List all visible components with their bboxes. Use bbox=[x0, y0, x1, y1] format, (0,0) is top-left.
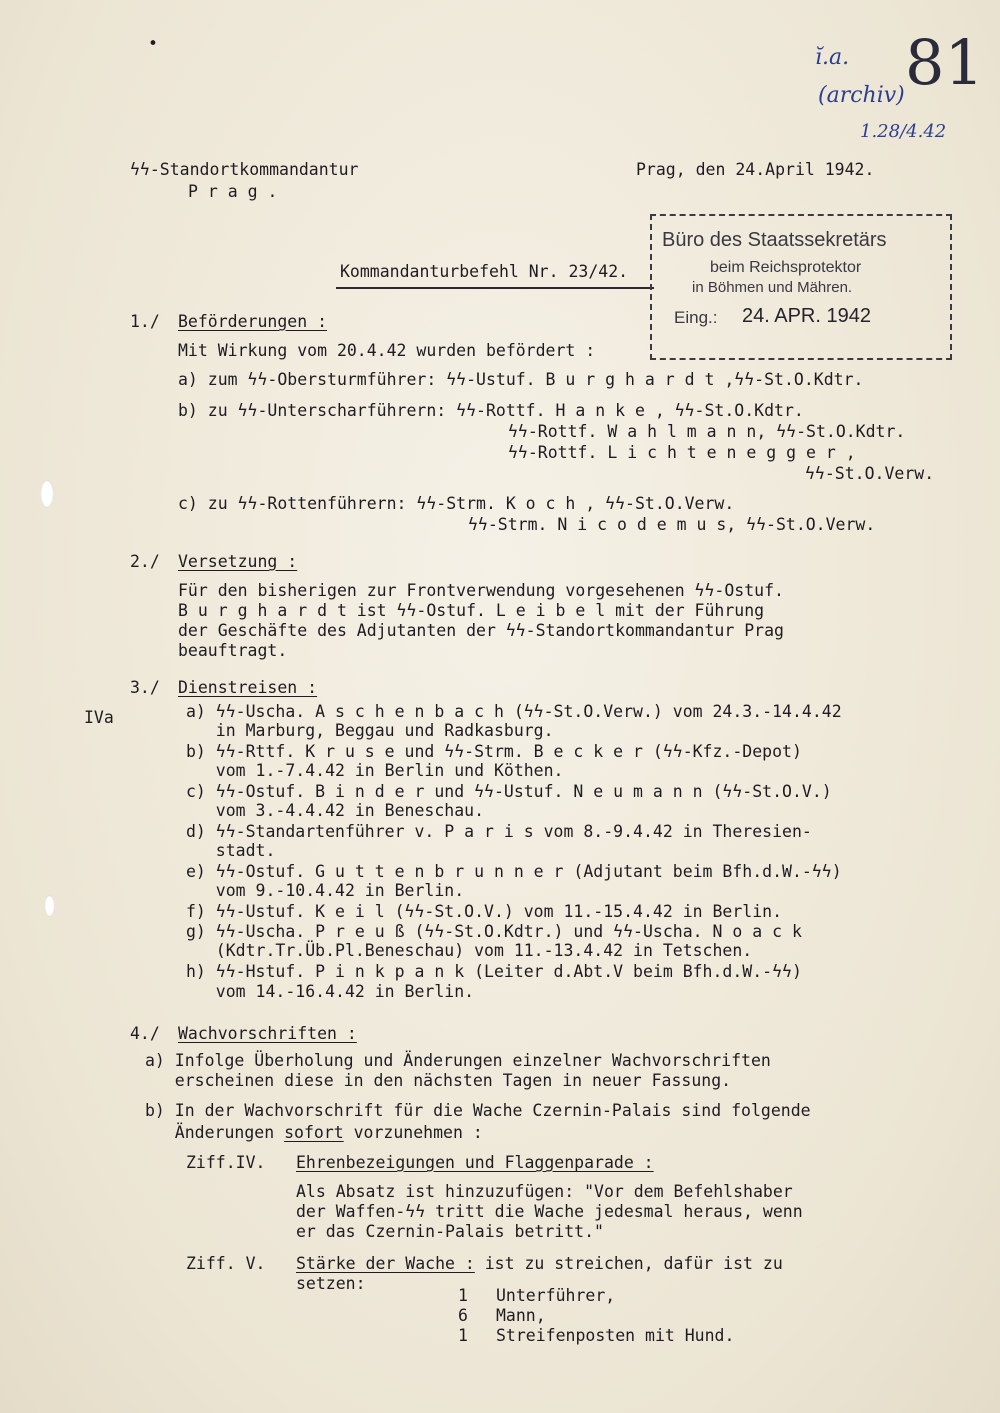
section-1-b-3: ϟϟ-Rottf. L i c h t e n e g g e r , bbox=[508, 443, 856, 462]
section-1-b-4: ϟϟ-St.O.Verw. bbox=[805, 464, 935, 483]
section-1-b-1: b) zu ϟϟ-Unterscharführern: ϟϟ-Rottf. H a n k e , ϟϟ-St.O.Kdtr. bbox=[178, 401, 804, 420]
ziff-5-rest: ist zu streichen, dafür ist zu bbox=[474, 1254, 783, 1273]
punch-hole-top bbox=[40, 480, 54, 508]
section-2-number: 2./ bbox=[130, 552, 160, 571]
section-1-b-2: ϟϟ-Rottf. W a h l m a n n, ϟϟ-St.O.Kdtr. bbox=[508, 422, 906, 441]
section-4-a-2: erscheinen diese in den nächsten Tagen in neuer Fassung. bbox=[145, 1071, 732, 1090]
section-1-a: a) zum ϟϟ-Obersturmführer: ϟϟ-Ustuf. B u r g h a r d t ,ϟϟ-St.O.Kdtr. bbox=[178, 370, 864, 389]
ziff-5-item: Unterführer, bbox=[496, 1286, 616, 1305]
section-3-heading: Dienstreisen : bbox=[178, 678, 318, 697]
section-1-number: 1./ bbox=[130, 312, 160, 331]
section-2-line-3: der Geschäfte des Adjutanten der ϟϟ-Standortkommandantur Prag bbox=[178, 621, 784, 640]
ziff-5-count: 1 bbox=[458, 1286, 468, 1305]
title-underline bbox=[336, 287, 654, 289]
trip-line: in Marburg, Beggau und Radkasburg. bbox=[186, 721, 554, 740]
trip-line: d) ϟϟ-Standartenführer v. P a r i s vom 8.-9.4.42 in Theresien- bbox=[186, 822, 812, 841]
trip-line: vom 3.-4.4.42 in Beneschau. bbox=[186, 801, 485, 820]
ziff-5-item: Mann, bbox=[496, 1306, 546, 1325]
received-stamp bbox=[650, 214, 952, 360]
section-2-heading: Versetzung : bbox=[178, 552, 298, 571]
trip-line: f) ϟϟ-Ustuf. K e i l (ϟϟ-St.O.V.) vom 11.-15.4.42 in Berlin. bbox=[186, 902, 783, 921]
side-note-iva: IVa bbox=[84, 708, 114, 727]
ziff-4-line-3: er das Czernin-Palais betritt." bbox=[296, 1222, 604, 1241]
section-4-heading: Wachvorschriften : bbox=[178, 1024, 357, 1043]
section-4-a-1: a) Infolge Überholung und Änderungen einzelner Wachvorschriften bbox=[145, 1051, 771, 1070]
trip-line: g) ϟϟ-Uscha. P r e u ß (ϟϟ-St.O.Kdtr.) und ϟϟ-Uscha. N o a c k bbox=[186, 922, 802, 941]
trip-line: stadt. bbox=[186, 841, 276, 860]
section-2-line-4: beauftragt. bbox=[178, 641, 288, 660]
section-4-b-1: b) In der Wachvorschrift für die Wache Czernin-Palais sind folgende bbox=[145, 1101, 811, 1120]
section-2-line-1: Für den bisherigen zur Frontverwendung vorgesehenen ϟϟ-Ostuf. bbox=[178, 581, 784, 600]
handwritten-note-1: ĭ.a. bbox=[815, 45, 850, 70]
document-title: Kommandanturbefehl Nr. 23/42. bbox=[340, 262, 629, 281]
ziff-4-line-2: der Waffen-ϟϟ tritt die Wache jedesmal heraus, wenn bbox=[296, 1202, 803, 1221]
section-1-heading: Beförderungen : bbox=[178, 312, 328, 331]
stamp-line-1: Büro des Staatssekretärs bbox=[662, 229, 887, 251]
section-3-number: 3./ bbox=[130, 678, 160, 697]
ziff-5-heading: Stärke der Wache : bbox=[296, 1254, 475, 1273]
ziff-4-line-1: Als Absatz ist hinzuzufügen: "Vor dem Befehlshaber bbox=[296, 1182, 793, 1201]
ziff-5-item: Streifenposten mit Hund. bbox=[496, 1326, 735, 1345]
trip-line: h) ϟϟ-Hstuf. P i n k p a n k (Leiter d.Abt.V beim Bfh.d.W.-ϟϟ) bbox=[186, 962, 802, 981]
office-city: P r a g . bbox=[188, 182, 278, 201]
ziff-4-heading: Ehrenbezeigungen und Flaggenparade : bbox=[296, 1153, 654, 1172]
section-4-b-2-post: vorzunehmen : bbox=[343, 1123, 483, 1142]
trip-line: (Kdtr.Tr.Üb.Pl.Beneschau) vom 11.-13.4.42 in Tetschen. bbox=[186, 941, 753, 960]
stamp-date: 24. APR. 1942 bbox=[742, 305, 871, 327]
section-1-c-2: ϟϟ-Strm. N i c o d e m u s, ϟϟ-St.O.Verw. bbox=[468, 515, 876, 534]
ziff-5-label: Ziff. V. bbox=[186, 1254, 266, 1273]
section-4-number: 4./ bbox=[130, 1024, 160, 1043]
trip-line: e) ϟϟ-Ostuf. G u t t e n b r u n n e r (Adjutant beim Bfh.d.W.-ϟϟ) bbox=[186, 862, 842, 881]
trip-line: vom 1.-7.4.42 in Berlin und Köthen. bbox=[186, 761, 564, 780]
handwritten-note-2: (archiv) bbox=[818, 83, 905, 108]
trip-line: vom 14.-16.4.42 in Berlin. bbox=[186, 982, 475, 1001]
trip-line: a) ϟϟ-Uscha. A s c h e n b a c h (ϟϟ-St.O.Verw.) vom 24.3.-14.4.42 bbox=[186, 702, 842, 721]
ziff-5-count: 6 bbox=[458, 1306, 468, 1325]
section-2-line-2: B u r g h a r d t ist ϟϟ-Ostuf. L e i b e l mit der Führung bbox=[178, 601, 765, 620]
stamp-label: Eing.: bbox=[674, 308, 718, 327]
section-1-intro: Mit Wirkung vom 20.4.42 wurden befördert : bbox=[178, 341, 596, 360]
handwritten-page-number: 81 bbox=[905, 26, 984, 99]
stamp-line-3: in Böhmen und Mähren. bbox=[692, 279, 853, 296]
section-1-c-1: c) zu ϟϟ-Rottenführern: ϟϟ-Strm. K o c h , ϟϟ-St.O.Verw. bbox=[178, 494, 735, 513]
trip-line: b) ϟϟ-Rttf. K r u s e und ϟϟ-Strm. B e c k e r (ϟϟ-Kfz.-Depot) bbox=[186, 742, 802, 761]
section-4-b-2-emphasis: sofort bbox=[284, 1123, 344, 1142]
handwritten-note-3: 1.28/4.42 bbox=[860, 121, 947, 142]
ziff-4-label: Ziff.IV. bbox=[186, 1153, 266, 1172]
section-4-b-2-pre: Änderungen bbox=[145, 1123, 285, 1142]
document-date: Prag, den 24.April 1942. bbox=[636, 160, 875, 179]
top-dot: • bbox=[148, 34, 158, 53]
ziff-5-count: 1 bbox=[458, 1326, 468, 1345]
office-name: ϟϟ-Standortkommandantur bbox=[130, 160, 359, 179]
stamp-line-2: beim Reichsprotektor bbox=[710, 259, 862, 276]
trip-line: c) ϟϟ-Ostuf. B i n d e r und ϟϟ-Ustuf. N e u m a n n (ϟϟ-St.O.V.) bbox=[186, 782, 832, 801]
section-4-b-2 bbox=[145, 1123, 483, 1143]
ziff-5-line-1 bbox=[296, 1254, 783, 1274]
punch-hole-bottom bbox=[44, 895, 55, 917]
ziff-5-line-2: setzen: bbox=[296, 1274, 366, 1293]
trip-line: vom 9.-10.4.42 in Berlin. bbox=[186, 881, 465, 900]
